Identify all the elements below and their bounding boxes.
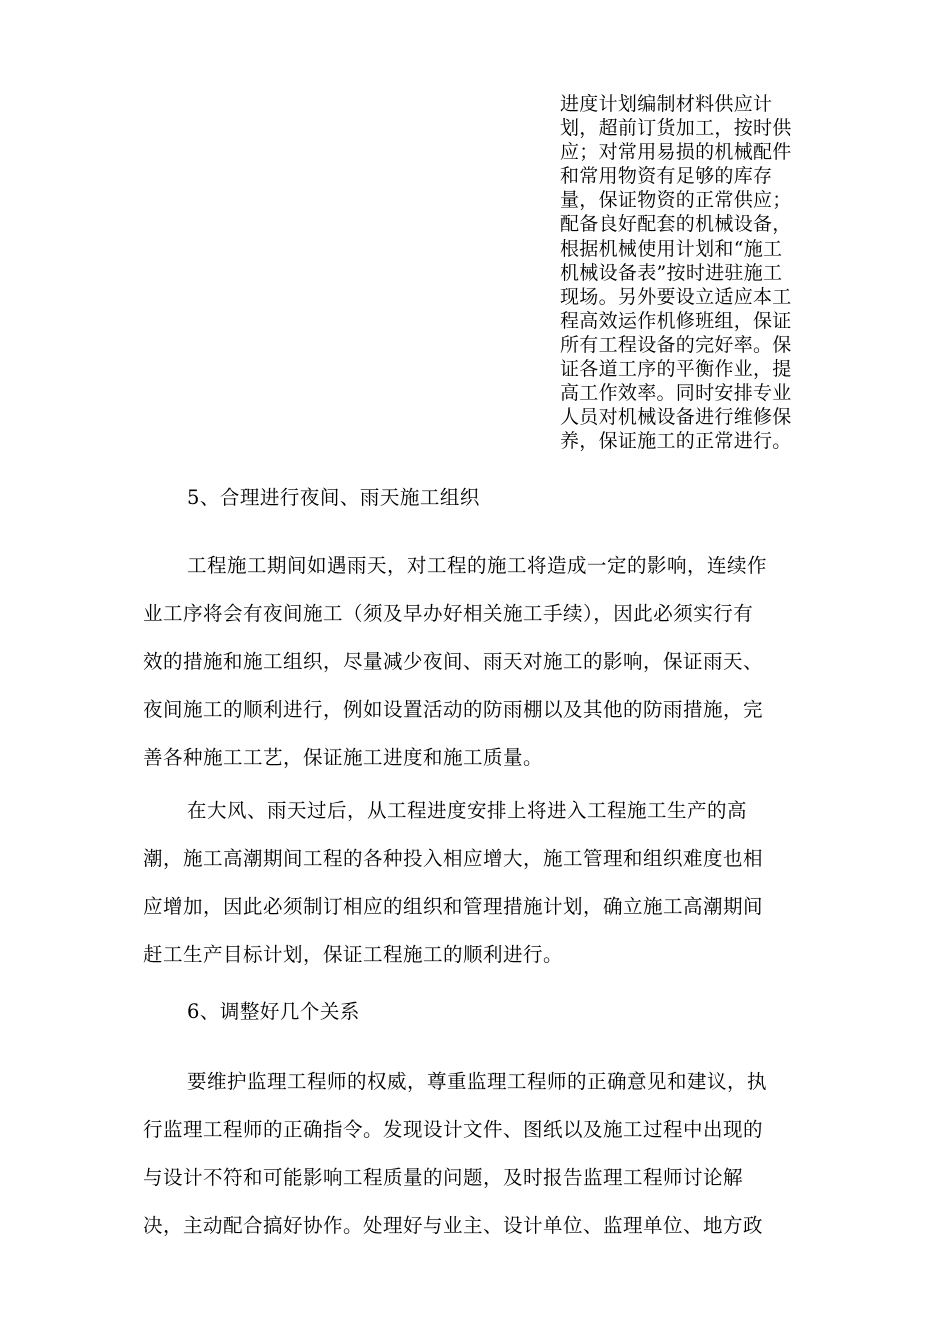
side-column-line: 和常用物资有足够的库存 <box>560 165 773 188</box>
side-column-line: 程高效运作机修班组，保证 <box>560 309 792 332</box>
paragraph-line: 决，主动配合搞好协作。处理好与业主、设计单位、监理单位、地方政 <box>143 1214 764 1237</box>
section-5-heading: 5、合理进行夜间、雨天施工组织 <box>187 486 480 509</box>
side-column-line: 量，保证物资的正常供应； <box>560 189 792 212</box>
side-column-line: 证各道工序的平衡作业，提 <box>560 358 792 381</box>
section-6-heading: 6、调整好几个关系 <box>187 1000 360 1023</box>
side-column-line: 养，保证施工的正常进行。 <box>560 430 792 453</box>
paragraph-line: 行监理工程师的正确指令。发现设计文件、图纸以及施工过程中出现的 <box>143 1118 764 1141</box>
side-column-line: 高工作效率。同时安排专业 <box>560 382 792 405</box>
side-column-line: 人员对机械设备进行维修保 <box>560 406 792 429</box>
section-6-paragraph-1 <box>143 1058 823 1250</box>
side-column-text <box>560 92 824 453</box>
side-column-line: 机械设备表”按时进驻施工 <box>560 261 783 284</box>
side-column-line: 配备良好配套的机械设备， <box>560 213 792 236</box>
paragraph-line: 要维护监理工程师的权威，尊重监理工程师的正确意见和建议，执 <box>187 1070 768 1093</box>
section-5-paragraph-1 <box>143 542 823 782</box>
paragraph-line: 效的措施和施工组织，尽量减少夜间、雨天对施工的影响，保证雨天、 <box>143 650 764 673</box>
side-column-line: 进度计划编制材料供应计 <box>560 93 773 115</box>
paragraph-line: 夜间施工的顺利进行，例如设置活动的防雨棚以及其他的防雨措施，完 <box>143 698 764 721</box>
side-column-line: 根据机械使用计划和“施工 <box>560 237 783 260</box>
side-column-line: 现场。另外要设立适应本工 <box>560 285 792 308</box>
paragraph-line: 潮，施工高潮期间工程的各种投入相应增大，施工管理和组织难度也相 <box>143 847 764 870</box>
paragraph-line: 在大风、雨天过后，从工程进度安排上将进入工程施工生产的高 <box>187 799 748 822</box>
section-5-paragraph-2 <box>143 787 823 979</box>
paragraph-line: 与设计不符和可能影响工程质量的问题，及时报告监理工程师讨论解 <box>143 1166 744 1189</box>
side-column-line: 划，超前订货加工，按时供 <box>560 117 792 140</box>
paragraph-line: 业工序将会有夜间施工（须及早办好相关施工手续），因此必须实行有 <box>143 602 754 625</box>
paragraph-line: 善各种施工工艺，保证施工进度和施工质量。 <box>143 746 544 769</box>
side-column-line: 应；对常用易损的机械配件 <box>560 141 792 164</box>
side-column-line: 所有工程设备的完好率。保 <box>560 333 792 356</box>
paragraph-line: 应增加，因此必须制订相应的组织和管理措施计划，确立施工高潮期间 <box>143 895 764 918</box>
paragraph-line: 赶工生产目标计划，保证工程施工的顺利进行。 <box>143 943 564 966</box>
paragraph-line: 工程施工期间如遇雨天，对工程的施工将造成一定的影响，连续作 <box>187 554 768 577</box>
